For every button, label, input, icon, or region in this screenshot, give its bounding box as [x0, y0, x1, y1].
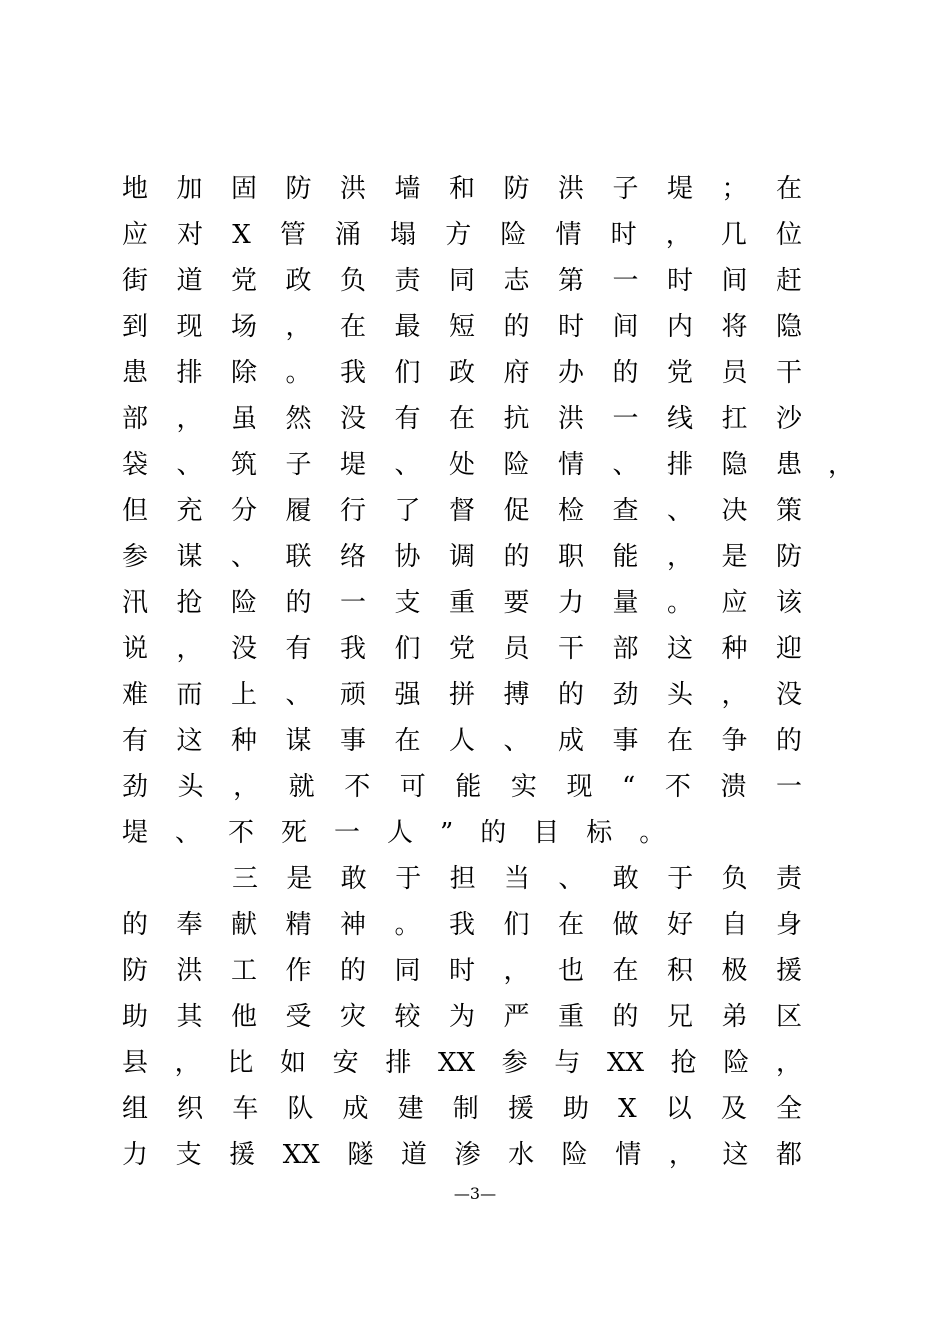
line-text: 劲头，就不可能实现“不溃一 — [122, 772, 802, 802]
text-line — [122, 350, 842, 396]
text-line — [122, 672, 842, 718]
text-line — [122, 166, 842, 212]
paragraph-start-line — [122, 856, 842, 902]
overflow-comma: ， — [828, 450, 855, 480]
line-text: 说，没有我们党员干部这种迎 — [122, 634, 802, 664]
line-text: 参谋、联络协调的职能，是防 — [122, 542, 802, 572]
text-line — [122, 810, 842, 856]
line-text: 街道党政负责同志第一时间赶 — [122, 266, 802, 296]
text-line — [122, 1086, 842, 1132]
text-line — [122, 534, 842, 580]
text-line — [122, 488, 842, 534]
line-text: 防洪工作的同时，也在积极援 — [122, 956, 802, 986]
body-text — [122, 166, 855, 1178]
line-text: 袋、筑子堤、处险情、排隐患 — [122, 450, 802, 480]
text-line — [122, 258, 842, 304]
page-number: —3— — [453, 1184, 497, 1203]
line-text: 部，虽然没有在抗洪一线扛沙 — [122, 404, 802, 434]
text-line — [122, 1132, 842, 1178]
text-line — [122, 442, 855, 488]
line-text: 难而上、顽强拼搏的劲头，没 — [122, 680, 802, 710]
text-line — [122, 718, 842, 764]
line-text: 堤、不死一人”的目标。 — [122, 818, 693, 848]
line-text: 有这种谋事在人、成事在争的 — [122, 726, 802, 756]
text-line — [122, 304, 842, 350]
text-line — [122, 764, 842, 810]
text-line — [122, 626, 842, 672]
text-line — [122, 994, 842, 1040]
line-text: 但充分履行了督促检查、决策 — [122, 496, 802, 526]
line-text: 组织车队成建制援助X以及全 — [122, 1094, 802, 1124]
line-text: 力支援XX隧道渗水险情，这都 — [122, 1140, 802, 1170]
line-text: 患排除。我们政府办的党员干 — [122, 358, 802, 388]
text-line — [122, 1040, 842, 1086]
text-line — [122, 212, 842, 258]
line-text: 到现场，在最短的时间内将隐 — [122, 312, 802, 342]
text-line — [122, 948, 842, 994]
line-text: 三是敢于担当、敢于负责 — [232, 864, 802, 894]
line-text: 县，比如安排XX参与XX抢险， — [122, 1048, 802, 1078]
text-line — [122, 580, 842, 626]
text-line — [122, 902, 842, 948]
line-text: 助其他受灾较为严重的兄弟区 — [122, 1002, 802, 1032]
line-text: 地加固防洪墙和防洪子堤；在 — [122, 174, 802, 204]
line-text: 汛抢险的一支重要力量。应该 — [122, 588, 802, 618]
line-text: 的奉献精神。我们在做好自身 — [122, 910, 802, 940]
line-text: 应对X管涌塌方险情时，几位 — [122, 220, 802, 250]
text-line — [122, 396, 842, 442]
